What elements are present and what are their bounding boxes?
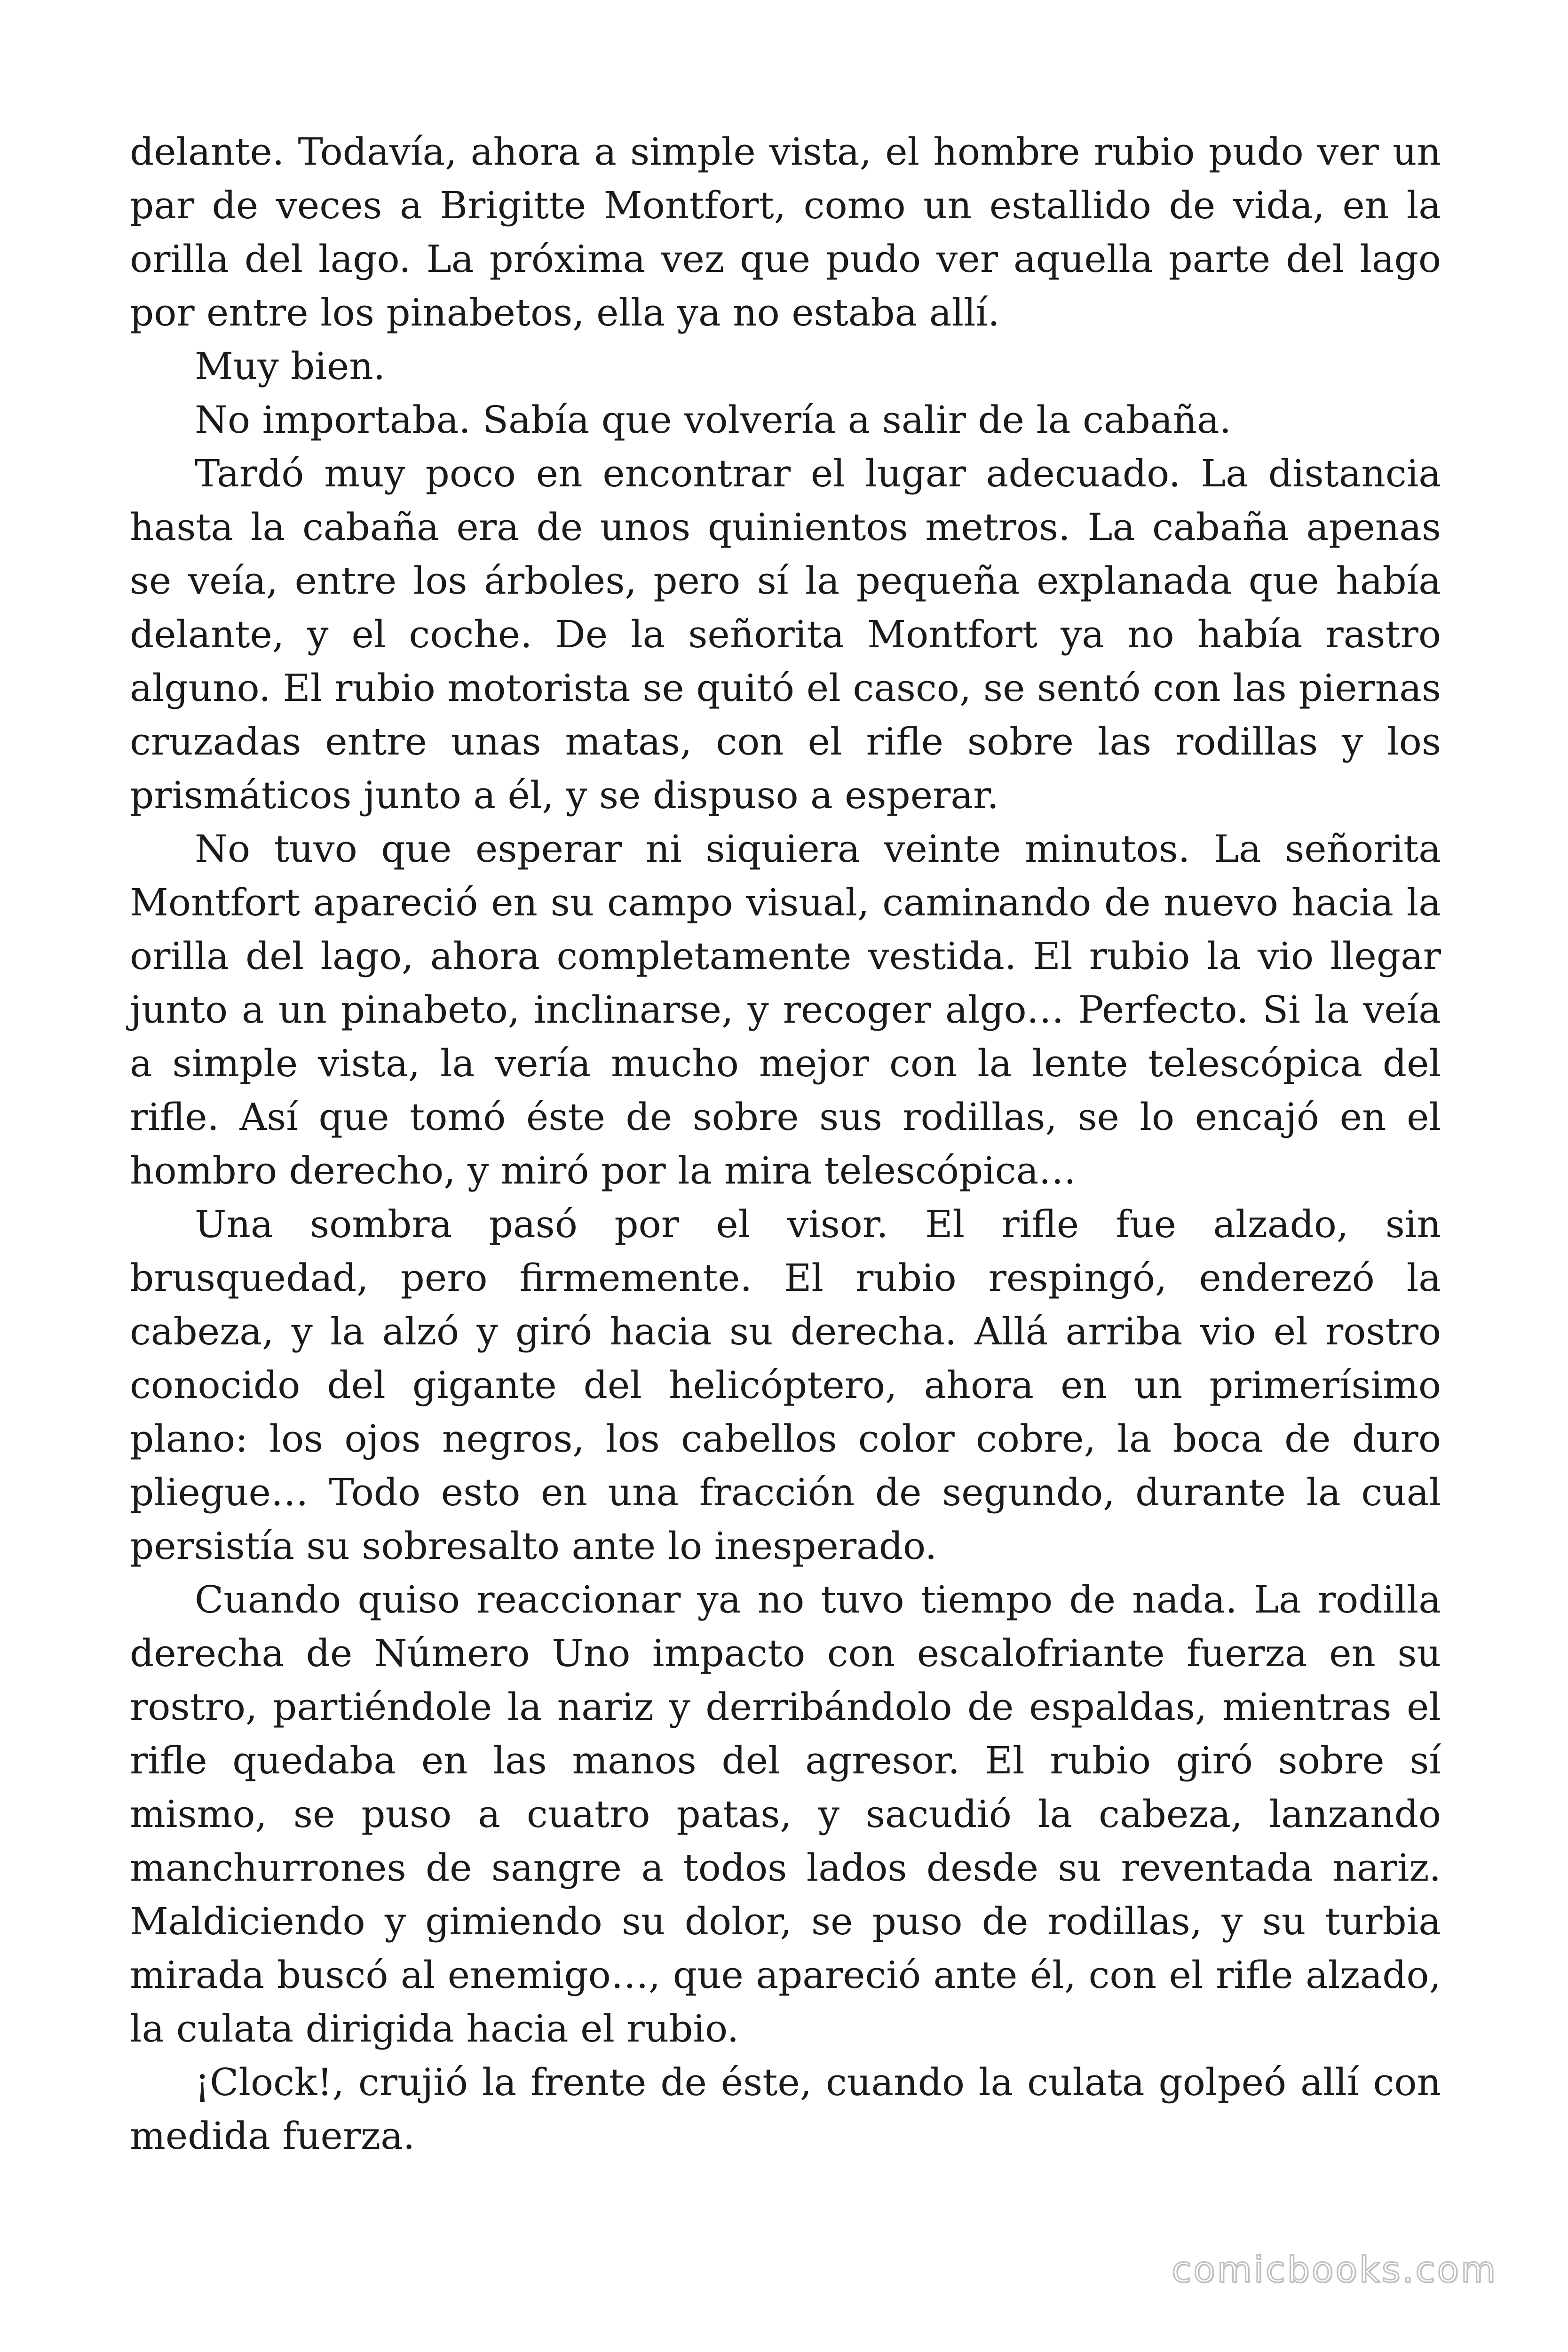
paragraph: ¡Clock!, crujió la frente de éste, cuando la culata golpeó allí con medida fuerza. [130,2060,1441,2158]
paragraph: Una sombra pasó por el visor. El rifle fue alzado, sin brusquedad, pero firmemente. El rubio respingó, enderezó la cabeza, y la alzó y giró hacia su derecha. Allá arriba vio el rostro conocido del gigante del helicóptero, ahora en un primerísimo plano: los ojos negros, los cabellos color cobre, la boca de duro pliegue… Todo esto en una fracción de segundo, durante la cual persistía su sobresalto ante lo inesperado. [130,1202,1441,1568]
paragraph: No tuvo que esperar ni siquiera veinte minutos. La señorita Montfort apareció en su campo visual, caminando de nuevo hacia la orilla del lago, ahora completamente vestida. El rubio la vio llegar junto a un pinabeto, inclinarse, y recoger algo… Perfecto. Si la veía a simple vista, la vería mucho mejor con la lente telescópica del rifle. Así que tomó éste de sobre sus rodillas, se lo encajó en el hombro derecho, y miró por la mira telescópica… [130,827,1441,1192]
paragraph: delante. Todavía, ahora a simple vista, el hombre rubio pudo ver un par de veces a Brigitte Montfort, como un estallido de vida, en la orilla del lago. La próxima vez que pudo ver aquella parte del lago por entre los pinabetos, ella ya no estaba allí. [130,130,1441,334]
paragraph: No importaba. Sabía que volvería a salir de la cabaña. [195,398,1232,442]
paragraph: Cuando quiso reaccionar ya no tuvo tiempo de nada. La rodilla derecha de Número Uno impacto con escalofriante fuerza en su rostro, partiéndole la nariz y derribándolo de espaldas, mientras el rifle quedaba en las manos del agresor. El rubio giró sobre sí mismo, se puso a cuatro patas, y sacudió la cabeza, lanzando manchurrones de sangre a todos lados desde su reventada nariz. Maldiciendo y gimiendo su dolor, se puso de rodillas, y su turbia mirada buscó al enemigo…, que apareció ante él, con el rifle alzado, la culata dirigida hacia el rubio. [130,1578,1441,2050]
book-page-body [130,125,1441,2163]
paragraph: Muy bien. [195,344,386,388]
paragraph: Tardó muy poco en encontrar el lugar adecuado. La distancia hasta la cabaña era de unos quinientos metros. La cabaña apenas se veía, entre los árboles, pero sí la pequeña explanada que había delante, y el coche. De la señorita Montfort ya no había rastro alguno. El rubio motorista se quitó el casco, se sentó con las piernas cruzadas entre unas matas, con el rifle sobre las rodillas y los prismáticos junto a él, y se dispuso a esperar. [130,452,1441,817]
watermark-text: comicbooks.com [1172,2249,1497,2290]
